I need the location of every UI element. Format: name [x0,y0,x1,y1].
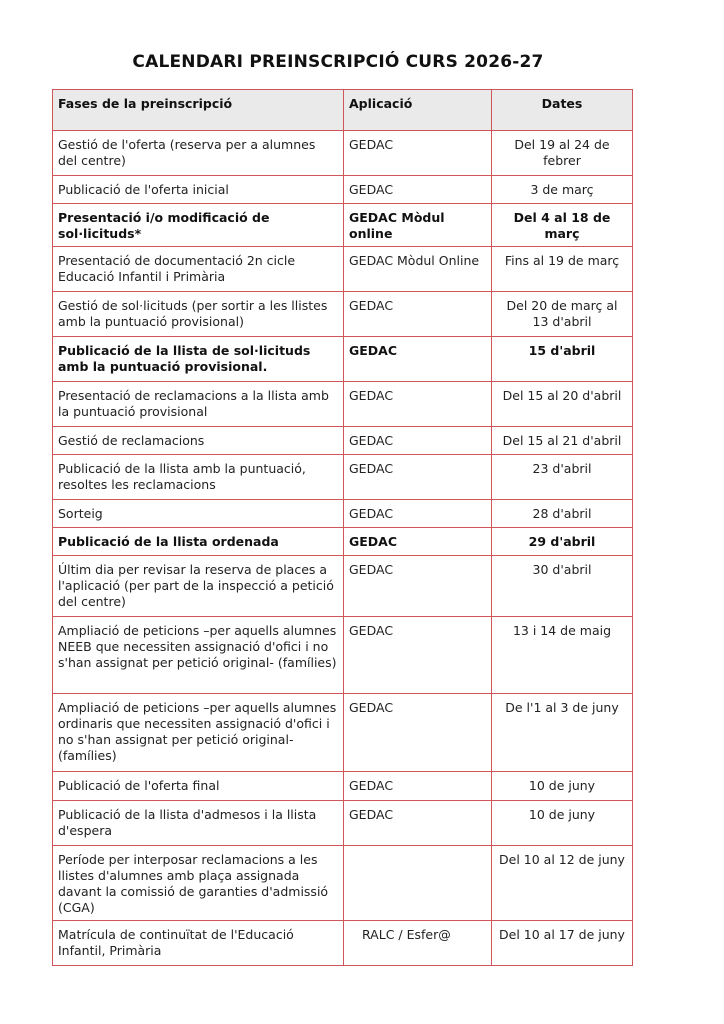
dates-cell: 28 d'abril [492,500,633,528]
table-row [53,131,633,176]
phase-cell: Període per interposar reclamacions a les llistes d'alumnes amb plaça assignada davant la comissió de garanties d'admissió (CGA) [53,846,344,921]
phase-cell: Gestió de sol·licituds (per sortir a les llistes amb la puntuació provisional) [53,292,344,337]
phase-cell: Matrícula de continuïtat de l'Educació Infantil, Primària [53,921,344,966]
dates-cell: 13 i 14 de maig [492,617,633,694]
phase-cell: Publicació de l'oferta inicial [53,176,344,204]
dates-cell: Fins al 19 de març [492,247,633,292]
phase-cell: Gestió de l'oferta (reserva per a alumnes del centre) [53,131,344,176]
table-row [53,528,633,556]
app-cell: GEDAC [344,528,492,556]
dates-cell: 29 d'abril [492,528,633,556]
phase-cell: Últim dia per revisar la reserva de places a l'aplicació (per part de la inspecció a petició del centre) [53,556,344,617]
app-cell: RALC / Esfer@ [344,921,492,966]
dates-cell: 15 d'abril [492,337,633,382]
header-phase: Fases de la preinscripció [53,90,344,131]
phase-cell: Publicació de la llista de sol·licituds amb la puntuació provisional. [53,337,344,382]
app-cell: GEDAC [344,455,492,500]
dates-cell: Del 10 al 17 de juny [492,921,633,966]
app-cell: GEDAC [344,772,492,801]
table-row [53,176,633,204]
app-cell: GEDAC [344,801,492,846]
table-row [53,921,633,966]
dates-cell: Del 19 al 24 de febrer [492,131,633,176]
phase-cell: Ampliació de peticions –per aquells alumnes ordinaris que necessiten assignació d'ofici i no s'han assignat per petició original- (famílies) [53,694,344,772]
dates-cell: 10 de juny [492,801,633,846]
table-row [53,455,633,500]
table-row [53,382,633,427]
table-row [53,204,633,247]
app-cell: GEDAC Mòdul online [344,204,492,247]
app-cell: GEDAC [344,292,492,337]
dates-cell: 23 d'abril [492,455,633,500]
phase-cell: Presentació de reclamacions a la llista amb la puntuació provisional [53,382,344,427]
phase-cell: Publicació de la llista d'admesos i la llista d'espera [53,801,344,846]
table-row [53,500,633,528]
app-cell: GEDAC [344,556,492,617]
table-row [53,247,633,292]
phase-cell: Publicació de l'oferta final [53,772,344,801]
app-cell: GEDAC [344,382,492,427]
table-row [53,772,633,801]
phase-cell: Publicació de la llista amb la puntuació, resoltes les reclamacions [53,455,344,500]
table-row [53,801,633,846]
header-app: Aplicació [344,90,492,131]
dates-cell: 30 d'abril [492,556,633,617]
app-cell: GEDAC [344,337,492,382]
phase-cell: Ampliació de peticions –per aquells alumnes NEEB que necessiten assignació d'ofici i no s'han assignat per petició original- (famílies) [53,617,344,694]
dates-cell: 10 de juny [492,772,633,801]
phase-cell: Publicació de la llista ordenada [53,528,344,556]
table-row [53,694,633,772]
table-row [53,846,633,921]
phase-cell: Presentació de documentació 2n cicle Educació Infantil i Primària [53,247,344,292]
phase-cell: Gestió de reclamacions [53,427,344,455]
table-row [53,337,633,382]
table-row [53,556,633,617]
dates-cell: Del 20 de març al 13 d'abril [492,292,633,337]
dates-cell: Del 10 al 12 de juny [492,846,633,921]
dates-cell: De l'1 al 3 de juny [492,694,633,772]
table-row [53,427,633,455]
app-cell: GEDAC [344,131,492,176]
dates-cell: Del 15 al 21 d'abril [492,427,633,455]
dates-cell: Del 15 al 20 d'abril [492,382,633,427]
dates-cell: Del 4 al 18 de març [492,204,633,247]
dates-cell: 3 de març [492,176,633,204]
calendar-table [52,89,633,966]
page-title: CALENDARI PREINSCRIPCIÓ CURS 2026-27 [132,52,544,72]
app-cell: GEDAC [344,176,492,204]
table-row [53,292,633,337]
app-cell: GEDAC [344,500,492,528]
app-cell: GEDAC Mòdul Online [344,247,492,292]
table-header-row [53,90,633,131]
app-cell: GEDAC [344,694,492,772]
header-dates: Dates [492,90,633,131]
app-cell: GEDAC [344,617,492,694]
phase-cell: Sorteig [53,500,344,528]
table-row [53,617,633,694]
app-cell: GEDAC [344,427,492,455]
phase-cell: Presentació i/o modificació de sol·licituds* [53,204,344,247]
app-cell [344,846,492,921]
